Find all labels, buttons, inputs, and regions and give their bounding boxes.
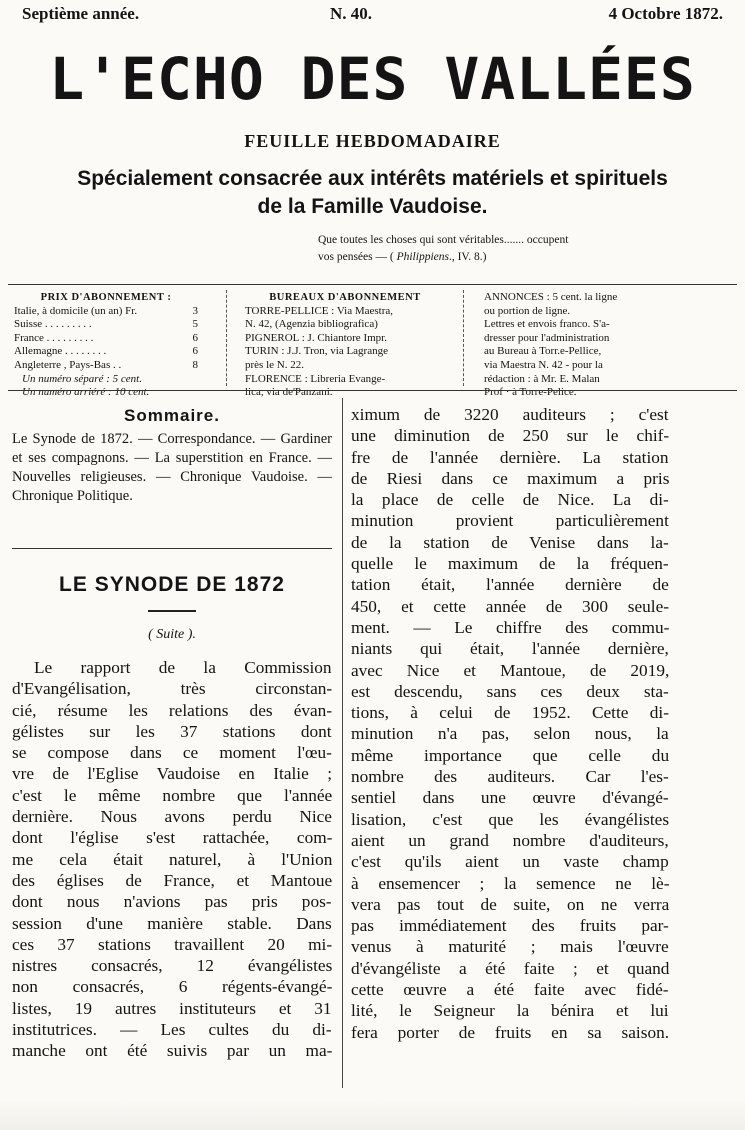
announce-lines [484,291,674,400]
office-line: lica, via de'Panzani. [245,386,333,399]
announce-line: Prof · à Torre-Pelice. [484,386,577,399]
article-line: avec Nice et Mantoue, de 2019, [351,660,670,680]
price-row [14,318,198,332]
article-line: Le rapport de la Commission [34,658,332,677]
motto [318,232,718,266]
issue-number: N. 40. [330,4,373,23]
price-block [14,291,198,400]
price-row [14,345,198,359]
article-line: la place de celle de Nice. La di- [351,490,669,510]
article-line: listes, 19 autres instituteurs et 31 [12,998,332,1018]
article-line: se compose dans ce moment l'œu- [12,743,332,763]
article-line: venus à maturité ; mais l'œuvre [351,937,669,957]
motto-ref: ., IV. 8.) [448,251,487,263]
summary-rule [12,548,332,549]
article-line: ces 37 stations travaillent 20 mi- [12,934,333,954]
article-line: vera pas tout de suite, on ne verra [351,894,670,914]
announce-line: au Bureau à Torr.e-Pellice, [484,345,602,358]
announce-line: dresser pour l'administration [484,331,610,344]
header-rule-top [8,284,737,285]
newspaper-tagline [0,165,745,221]
article-line: lité, le Seigneur la bénira et lui [351,1001,669,1021]
article-line: pas immédiatement des fruits par- [351,916,669,936]
article-line: nistres consacrés, 12 évangélistes [12,956,333,976]
article-title: LE SYNODE DE 1872 [59,573,285,596]
announce-line: rédaction : à Mr. E. Malan [484,372,600,385]
motto-source: Philippiens [396,251,449,263]
announce-line: Lettres et envois franco. S'a- [484,318,610,331]
offices-heading: BUREAUX D'ABONNEMENT [269,292,421,303]
price-row [14,332,198,346]
article-line: niants qui était, l'année dernière, [351,639,669,659]
price-row [14,305,198,319]
price-label: Angleterre , Pays-Bas . . [14,358,122,371]
article-line: lisation, c'est que les évangélistes [351,809,670,829]
header-rule-bottom [8,390,737,391]
office-line: TORRE-PELLICE : Via Maestra, [245,304,394,317]
price-value: 6 [192,345,198,358]
page-bottom [0,1100,745,1130]
issue-header [22,4,723,28]
article-line: fera porter de fruits en sa saison. [351,1022,670,1042]
article-line: dernière. Nous avons perdu Nice [12,807,332,827]
price-note-2: Un numéro arriéré : 10 cent. [22,386,150,399]
price-value: 5 [192,318,198,331]
office-line: FLORENCE : Libreria Evange- [245,372,386,385]
article-line: vre de l'Eglise Vaudoise en Italie ; [12,764,333,784]
article-line: une diminution de 250 sur le chif- [351,426,670,446]
article-line: minution provient particulièrement [351,511,669,531]
article-line: sentiel dans une œuvre d'évangé- [351,788,669,808]
article-line: d'Evangélisation, très circonstan- [12,679,333,699]
article-line: c'est qu'ils aient un vaste champ [351,852,669,872]
article-line: 450, et cette année de 300 seule- [351,596,670,616]
article-column-right [351,404,669,1043]
office-lines [245,305,445,400]
column-divider [342,398,343,1088]
article-line: tation était, l'année dernière de [351,575,669,595]
newspaper-subtitle: FEUILLE HEBDOMADAIRE [244,131,501,151]
summary [12,406,332,506]
tagline-line-2: de la Famille Vaudoise. [257,195,488,218]
price-value: 8 [192,358,198,371]
article-line: quelle le maximum de la fréquen- [351,554,669,574]
column-separator [226,290,227,386]
price-note-1: Un numéro séparé : 5 cent. [22,372,142,385]
article-line: institutrices. — Les cultes du di- [12,1020,332,1040]
price-row [14,359,198,373]
offices-block [245,291,445,400]
article-line: me cela était naturel, à l'Union [12,849,333,869]
announce-line: ANNONCES : 5 cent. la ligne [484,291,618,303]
article-line: gélistes sur les 37 stations dont [12,721,332,741]
tagline-line-1: Spécialement consacrée aux intérêts matériels et spirituels [77,167,668,190]
article-line: fre de l'année dernière. La station [351,447,669,467]
price-label: France . . . . . . . . . [14,331,94,344]
article-line: ment. — Le chiffre des commu- [351,617,670,637]
article-line: c'est le même nombre que l'année [12,785,333,805]
price-label: Suisse . . . . . . . . . [14,318,92,331]
article-line: non consacrés, 6 régents-évangé- [12,977,333,997]
price-label: Italie, à domicile (un an) Fr. [14,304,138,317]
column-separator [463,290,464,386]
newspaper-title: L'ECHO DES VALLÉES [49,45,696,113]
article-line: tions, à celui de 1952. Cette di- [351,703,669,723]
article-line: à ensemencer ; la semence ne lè- [351,873,670,893]
office-line: PIGNEROL : J. Chiantore Impr. [245,331,387,344]
article-line: manche ont été suivis par un ma- [12,1041,333,1061]
price-value: 3 [192,304,198,317]
article-line: dont l'église s'est rattachée, com- [12,828,333,848]
office-line: près le N. 22. [245,358,304,371]
issue-date: 4 Octobre 1872. [608,4,723,23]
announce-line: ou portion de ligne. [484,304,571,317]
article-line: d'évangéliste a été faite ; et quand [351,958,670,978]
article-column-left [12,657,332,1062]
article-line: minution n'a pas, selon nous, la [351,724,669,744]
article-line: cié, résume les relations des évan- [12,700,333,720]
article-suite: ( Suite ). [148,627,196,642]
article-line: session d'une manière stable. Dans [12,913,332,933]
summary-title: Sommaire. [124,406,220,425]
office-line: N. 42, (Agenzia bibliografica) [245,318,378,331]
price-heading: PRIX D'ABONNEMENT : [40,292,172,303]
motto-line-1: Que toutes les choses qui sont véritables....... occupent [318,234,569,246]
volume-year: Septième année. [22,4,140,23]
summary-text: Le Synode de 1872. — Correspondance. — Gardiner et ses compagnons. — La superstition en France. — Nouvelles religieuses. — Chronique Vaudoise. — Chronique Politique. [12,431,332,504]
motto-text: vos pensées — ( [318,251,397,263]
article-line: de Riesi dans ce maximum a pris [351,468,670,488]
title-rule [148,610,196,612]
announce-line: via Maestra N. 42 - pour la [484,358,603,371]
office-line: TURIN : J.J. Tron, via Lagrange [245,345,388,358]
price-rows [14,305,198,373]
article-line: est descendu, sans ces deux sta- [351,681,669,701]
article-line: cette œuvre a été faite avec fidé- [351,980,669,1000]
article-line: ximum de 3220 auditeurs ; c'est [351,405,669,424]
price-value: 6 [192,331,198,344]
price-label: Allemagne . . . . . . . . [14,345,107,358]
article-line: même importance que celle du [351,745,670,765]
article-line: de la station de Venise dans la- [351,532,669,552]
article-line: dont nous n'avions pas pris pos- [12,892,332,912]
motto-line-2 [318,249,718,266]
article-line: nombre des auditeurs. Car l'es- [351,767,669,787]
announces-block [484,291,674,400]
article-line: des églises de France, et Mantoue [12,870,333,890]
article-line: aient un grand nombre d'auditeurs, [351,830,669,850]
